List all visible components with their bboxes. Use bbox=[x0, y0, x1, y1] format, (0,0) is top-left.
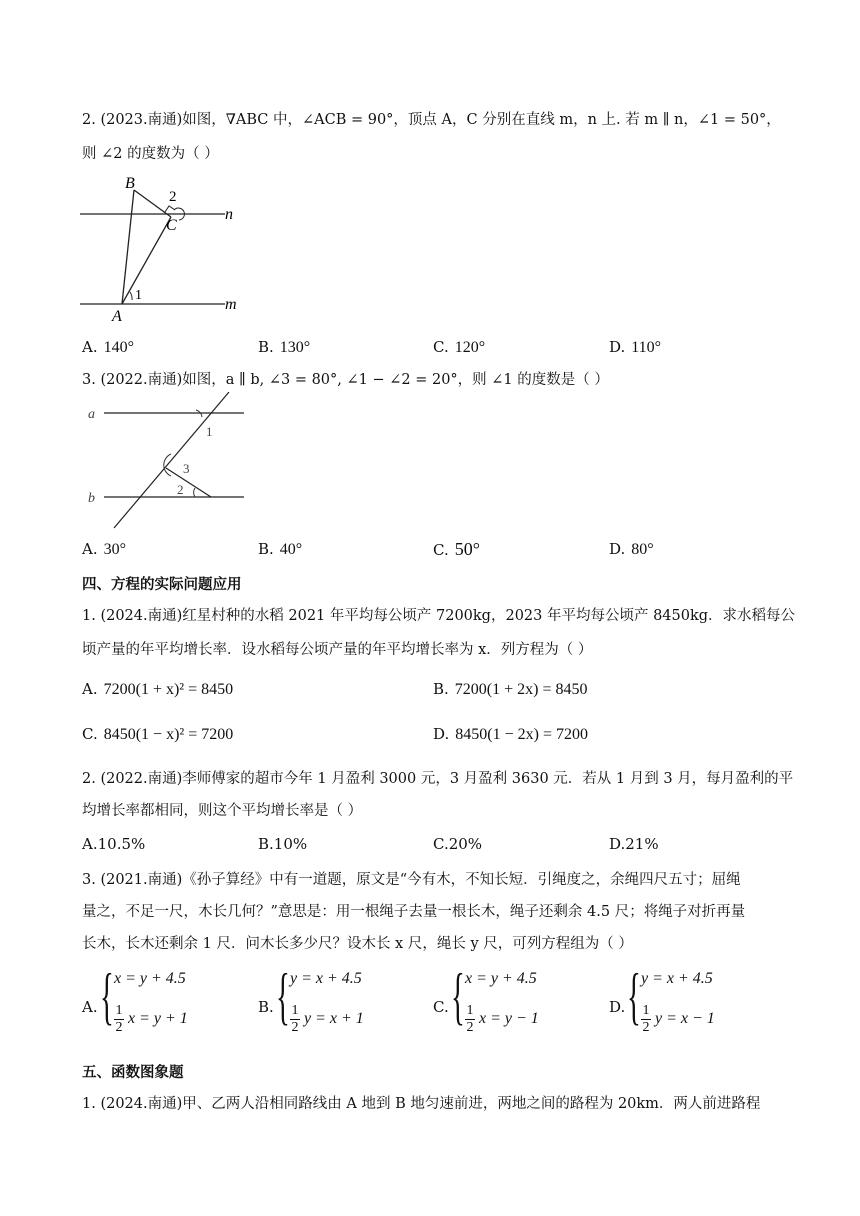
q3-label-a: a bbox=[88, 407, 95, 422]
s4-q3-option-c-eq2: $\frac{1}{2}$ x = y − 1 bbox=[466, 1003, 539, 1035]
q3-option-a: A. 30° bbox=[82, 540, 127, 558]
s4-q3-line1: 3. (2021.南通)《孙子算经》中有一道题，原文是“今有木，不知长短．引绳度之，余绳四尺五寸；屈绳 bbox=[82, 872, 741, 888]
q3-label-b: b bbox=[88, 491, 95, 506]
s4-q3-option-a-letter: A. bbox=[82, 998, 98, 1016]
s4-q3-option-c-brace: { bbox=[451, 960, 465, 1031]
s4-q1-option-a: A. 7200(1 + x)² = 8450 bbox=[82, 680, 234, 698]
q3-option-d: D. 80° bbox=[609, 540, 654, 558]
s4-q1-line1: 1. (2024.南通)红星村种的水稻 2021 年平均每公顷产 7200kg，2023 年平均每公顷产 8450kg．求水稻每公 bbox=[82, 608, 796, 624]
s4-q3-option-a-eq2: $\frac{1}{2}$ x = y + 1 bbox=[115, 1003, 188, 1035]
q2-label-A: A bbox=[112, 308, 122, 324]
s4-q2-option-b: B.10% bbox=[258, 835, 308, 853]
s4-q1-option-d: D. 8450(1 − 2x) = 7200 bbox=[433, 725, 588, 743]
s4-q2-line1: 2. (2022.南通)李师傅家的超市今年 1 月盈利 3000 元，3 月盈利 3630 元．若从 1 月到 3 月，每月盈利的平 bbox=[82, 771, 794, 787]
section4-heading: 四、方程的实际问题应用 bbox=[82, 577, 242, 593]
s4-q3-option-b-brace: { bbox=[276, 960, 290, 1031]
s4-q3-option-d-letter: D. bbox=[609, 998, 626, 1016]
s5-q1-line1: 1. (2024.南通)甲、乙两人沿相同路线由 A 地到 B 地匀速前进，两地之间的路程为 20km．两人前进路程 bbox=[82, 1096, 761, 1112]
s4-q2-option-a: A.10.5% bbox=[82, 835, 146, 853]
q3-option-c: C. 50° bbox=[433, 539, 480, 559]
q3-label-3: 3 bbox=[183, 461, 190, 476]
s4-q1-line2: 顷产量的年平均增长率．设水稻每公顷产量的年平均增长率为 x．列方程为（ ） bbox=[82, 642, 593, 658]
s4-q3-option-c-letter: C. bbox=[433, 998, 449, 1016]
q2-label-2: 2 bbox=[169, 189, 177, 205]
s4-q1-option-c: C. 8450(1 − x)² = 7200 bbox=[82, 725, 234, 743]
q3-option-b: B. 40° bbox=[258, 540, 303, 558]
q2-label-1: 1 bbox=[135, 288, 142, 303]
s4-q3-line2: 量之，不足一尺，木长几何？”意思是：用一根绳子去量一根长木，绳子还剩余 4.5 尺；将绳子对折再量 bbox=[82, 904, 746, 920]
q2-text-line1: 2. (2023.南通)如图，∇ABC 中，∠ACB = 90°，顶点 A，C 分别在直线 m，n 上. 若 m ∥ n，∠1 = 50°， bbox=[82, 112, 781, 128]
s4-q3-option-d-eq2: $\frac{1}{2}$ y = x − 1 bbox=[642, 1003, 715, 1035]
s4-q2-line2: 均增长率都相同，则这个平均增长率是（ ） bbox=[82, 803, 363, 819]
q2-label-m: m bbox=[225, 296, 237, 313]
s4-q3-option-a-eq1: x = y + 4.5 bbox=[114, 970, 186, 987]
s4-q3-option-d-eq1: y = x + 4.5 bbox=[641, 970, 713, 987]
q2-option-d: D. 110° bbox=[609, 338, 662, 356]
s4-q1-option-b: B. 7200(1 + 2x) = 8450 bbox=[433, 680, 588, 698]
q3-label-1: 1 bbox=[206, 424, 213, 439]
q3-text-line1: 3. (2022.南通)如图，a ∥ b, ∠3 = 80°, ∠1 − ∠2 = 20°，则 ∠1 的度数是（ ） bbox=[82, 372, 609, 388]
section5-heading: 五、函数图象题 bbox=[82, 1065, 184, 1081]
q2-option-a: A. 140° bbox=[82, 338, 135, 356]
q2-figure bbox=[80, 172, 260, 324]
q2-option-b: B. 130° bbox=[258, 338, 311, 356]
s4-q3-option-b-eq2: $\frac{1}{2}$ y = x + 1 bbox=[291, 1003, 364, 1035]
q2-text-line2: 则 ∠2 的度数为（ ） bbox=[82, 146, 219, 162]
s4-q3-option-c-eq1: x = y + 4.5 bbox=[465, 970, 537, 987]
s4-q3-option-b-eq1: y = x + 4.5 bbox=[290, 970, 362, 987]
q3-label-2: 2 bbox=[177, 482, 184, 497]
q2-label-C: C bbox=[166, 217, 177, 234]
s4-q3-option-d-brace: { bbox=[627, 960, 641, 1031]
s4-q3-option-b-letter: B. bbox=[258, 998, 274, 1016]
s4-q3-line3: 长木，长木还剩余 1 尺．问木长多少尺？设木长 x 尺，绳长 y 尺，可列方程组为（ ） bbox=[82, 936, 633, 952]
s4-q2-option-c: C.20% bbox=[433, 835, 483, 853]
s4-q2-option-d: D.21% bbox=[609, 835, 659, 853]
q3-figure bbox=[86, 392, 254, 532]
q2-option-c: C. 120° bbox=[433, 338, 486, 356]
s4-q3-option-a-brace: { bbox=[100, 960, 114, 1031]
q2-label-n: n bbox=[225, 206, 233, 223]
q2-label-B: B bbox=[125, 175, 135, 192]
